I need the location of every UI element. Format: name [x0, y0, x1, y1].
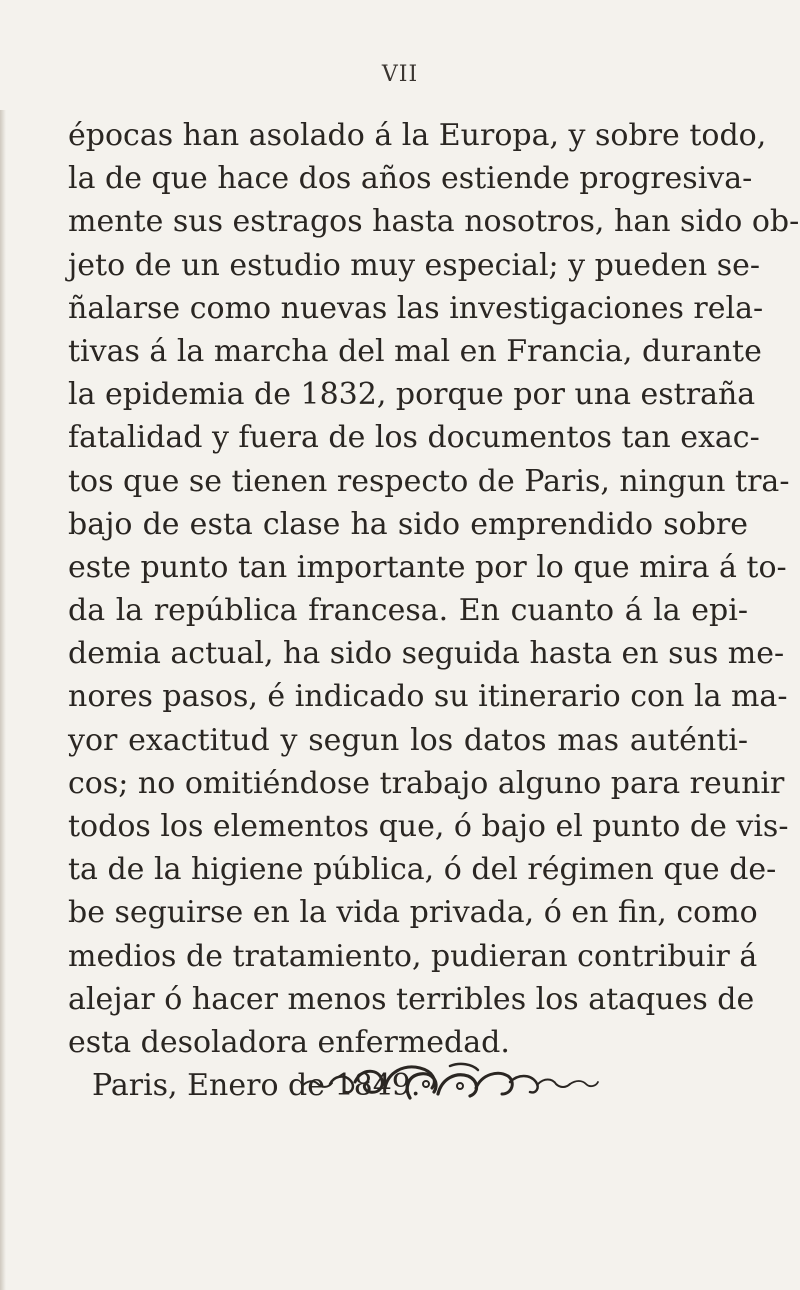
text-line: bajo de esta clase ha sido emprendido sobre — [68, 506, 748, 542]
text-line: tivas á la marcha del mal en Francia, durante — [68, 333, 762, 369]
text-line: tos que se tienen respecto de Paris, ningun tra- — [68, 463, 790, 499]
decorative-scroll-ornament-icon — [300, 1058, 600, 1108]
text-line: alejar ó hacer menos terribles los ataques de — [68, 981, 755, 1017]
text-line: esta desoladora enfermedad. — [68, 1024, 510, 1060]
text-line: la epidemia de 1832, porque por una estraña — [68, 377, 756, 413]
text-line: fatalidad y fuera de los documentos tan exac- — [68, 420, 760, 456]
text-line: yor exactitud y segun los datos mas auténti- — [68, 722, 748, 758]
text-line: da la república francesa. En cuanto á la epi- — [68, 593, 748, 629]
text-line: la de que hace dos años estiende progresiva- — [68, 161, 753, 197]
text-line: mente sus estragos hasta nosotros, han sido ob- — [68, 204, 800, 240]
dateline: Paris, Enero de 1849. — [92, 1068, 421, 1104]
text-line: jeto de un estudio muy especial; y pueden se- — [68, 247, 761, 283]
body-text — [68, 114, 800, 1107]
text-line: be seguirse en la vida privada, ó en fin, como — [68, 895, 758, 931]
text-line: ñalarse como nuevas las investigaciones rela- — [68, 290, 764, 326]
text-line: épocas han asolado á la Europa, y sobre todo, — [68, 118, 767, 153]
text-line: nores pasos, é indicado su itinerario con la ma- — [68, 679, 788, 715]
text-line: medios de tratamiento, pudieran contribuir á — [68, 938, 758, 974]
text-line: todos los elementos que, ó bajo el punto de vis- — [68, 809, 789, 844]
text-line: demia actual, ha sido seguida hasta en sus me- — [68, 636, 785, 672]
page-number: VII — [381, 62, 419, 87]
text-line: este punto tan importante por lo que mira á to- — [68, 549, 787, 585]
page-binding-edge — [0, 110, 6, 1290]
text-line: cos; no omitiéndose trabajo alguno para reunir — [68, 765, 785, 801]
text-line: ta de la higiene pública, ó del régimen que de- — [68, 852, 777, 888]
